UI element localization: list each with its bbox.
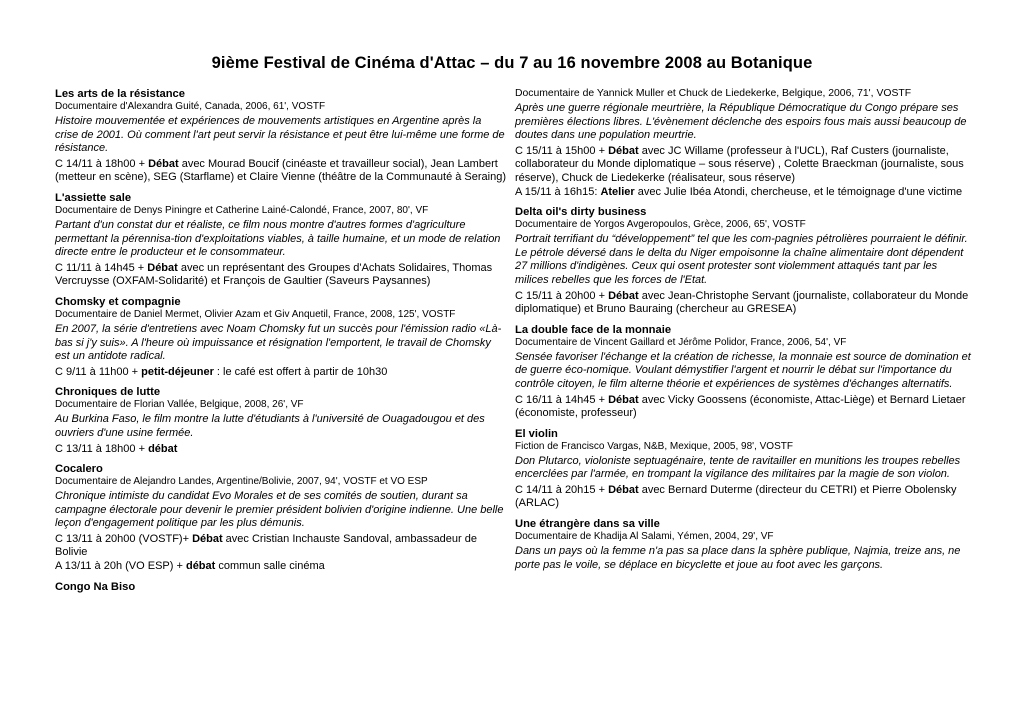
film-title: Delta oil's dirty business bbox=[515, 206, 647, 219]
session-event: Débat bbox=[148, 157, 179, 170]
screening-session bbox=[55, 366, 507, 380]
session-details: avec un représentant des Groupes d'Achats Solidaires, Thomas Vercruysse (OXFAM-Solidarité) et François de Gaultier (Saveurs Paysannes) bbox=[55, 261, 493, 288]
screening-session bbox=[55, 560, 507, 574]
film-credits: Documentaire de Yannick Muller et Chuck de Liedekerke, Belgique, 2006, 71', VOSTF bbox=[515, 88, 912, 99]
film-title: El violin bbox=[515, 427, 558, 440]
page-title: 9ième Festival de Cinéma d'Attac – du 7 au 16 novembre 2008 au Botanique bbox=[211, 54, 813, 72]
film-credits: Fiction de Francisco Vargas, N&B, Mexique, 2005, 98', VOSTF bbox=[515, 440, 793, 452]
session-time: C 16/11 à 14h45 + bbox=[515, 393, 609, 406]
session-time: C 14/11 à 18h00 + bbox=[55, 157, 149, 170]
film-synopsis: Sensée favoriser l'échange et la création de richesse, la monnaie est source de domination et de guerre éco-nomique. Voulant démystifier l'argent et nourrir le débat sur l'importance du contrôle citoyen, le film alterne théorie et expériences de systèmes d'échanges alternatifs. bbox=[515, 350, 971, 390]
film-entry bbox=[55, 463, 507, 574]
session-time: C 13/11 à 20h00 (VOSTF)+ bbox=[55, 532, 193, 545]
film-credits: Documentaire de Vincent Gaillard et Jérôme Polidor, France, 2006, 54', VF bbox=[515, 336, 847, 348]
screening-session bbox=[55, 262, 507, 289]
screening-session bbox=[515, 394, 973, 421]
session-details: commun salle cinéma bbox=[215, 560, 325, 573]
film-title: Chroniques de lutte bbox=[55, 386, 161, 399]
session-details: avec Vicky Goossens (économiste, Attac-Liège) et Bernard Lietaer (économiste, professeur) bbox=[515, 393, 966, 420]
screening-session bbox=[515, 145, 973, 186]
session-time: C 15/11 à 15h00 + bbox=[515, 144, 609, 157]
film-title: Une étrangère dans sa ville bbox=[515, 518, 660, 531]
film-synopsis: Chronique intimiste du candidat Evo Morales et de ses comités de soutien, durant sa campagne électorale pour devenir le premier président bolivien d'origine indienne. Une belle leçon d'engagement politique par les plus démunis. bbox=[55, 490, 504, 530]
screening-session bbox=[55, 443, 507, 457]
film-credits: Documentaire de Yorgos Avgeropoulos, Grèce, 2006, 65', VOSTF bbox=[515, 219, 806, 231]
session-event: Débat bbox=[192, 532, 223, 545]
screening-session bbox=[515, 484, 973, 511]
film-synopsis: Partant d'un constat dur et réaliste, ce film nous montre d'autres formes d'agriculture permettant la pérennisa-tion d'exploitations viables, à taille humaine, et un mode de relation directe entre le producteur et le consommateur. bbox=[55, 218, 501, 259]
session-event: Débat bbox=[608, 144, 639, 157]
film-entry bbox=[55, 581, 507, 594]
film-entry bbox=[515, 324, 973, 421]
film-entry bbox=[55, 88, 507, 185]
film-credits: Documentaire de Alejandro Landes, Argentine/Bolivie, 2007, 94', VOSTF et VO ESP bbox=[55, 476, 428, 488]
session-event: débat bbox=[148, 442, 178, 455]
session-time: A 13/11 à 20h (VO ESP) + bbox=[55, 560, 186, 573]
session-time: A 15/11 à 16h15: bbox=[515, 185, 601, 198]
session-time: C 11/11 à 14h45 + bbox=[55, 261, 148, 274]
film-title: L'assiette sale bbox=[55, 191, 132, 204]
film-credits: Documentaire de Florian Vallée, Belgique, 2008, 26', VF bbox=[55, 399, 304, 411]
film-synopsis: Après une guerre régionale meurtrière, la République Démocratique du Congo prépare ses premières élections libres. L'évènement déclenche des espoirs fous mais aussi beaucoup de doutes dans une population meurtrie. bbox=[515, 102, 967, 142]
film-entry bbox=[515, 428, 973, 511]
film-title: Chomsky et compagnie bbox=[55, 295, 181, 308]
film-synopsis: Dans un pays où la femme n'a pas sa place dans la sphère publique, Najmia, treize ans, ne porte pas le voile, se déplace en bicyclette et joue au foot avec les garçons. bbox=[515, 545, 961, 571]
session-time: C 15/11 à 20h00 + bbox=[515, 289, 609, 302]
screening-session bbox=[515, 290, 973, 317]
session-details: avec Jean-Christophe Servant (journaliste, collaborateur du Monde diplomatique) et Bruno Bauraing (chercheur au GRESEA) bbox=[515, 289, 969, 316]
session-event: Débat bbox=[608, 483, 639, 496]
session-event: Atelier bbox=[600, 185, 635, 198]
film-entry bbox=[515, 88, 973, 199]
session-details: : le café est offert à partir de 10h30 bbox=[213, 365, 388, 378]
film-title: La double face de la monnaie bbox=[515, 323, 672, 336]
session-event: petit-déjeuner bbox=[141, 365, 214, 378]
film-entry bbox=[55, 192, 507, 289]
screening-session bbox=[515, 186, 973, 200]
screening-session bbox=[55, 158, 507, 185]
film-title: Les arts de la résistance bbox=[55, 88, 185, 100]
film-entry bbox=[55, 386, 507, 456]
film-title: Congo Na Biso bbox=[55, 580, 136, 593]
session-details: avec Bernard Duterme (directeur du CETRI) et Pierre Obolensky (ARLAC) bbox=[515, 483, 957, 510]
film-credits: Documentaire de Denys Piningre et Catherine Lainé-Calondé, France, 2007, 80', VF bbox=[55, 204, 429, 216]
film-synopsis: Portrait terrifiant du “développement” tel que les com-pagnies pétrolières pourraient le définir. Le pétrole déversé dans le delta du Niger empoisonne la chaîne alimentaire dont dépendent 27 millions d'indigènes. Ceux qui osent protester sont violemment attaqués tant par les milices rebelles que les forces de l'Etat. bbox=[515, 233, 968, 286]
film-entry bbox=[515, 518, 973, 572]
session-details: avec Cristian Inchauste Sandoval, ambassadeur de Bolivie bbox=[55, 532, 477, 559]
session-details: avec JC Willame (professeur à l'UCL), Raf Custers (journaliste, collaborateur du Monde diplomatique – sous réserve) , Colette Braeckman (journaliste, sous réserve), Chuck de Liedekerke (réalisateur, sous réserve) bbox=[515, 144, 964, 184]
session-details: avec Mourad Boucif (cinéaste et travailleur social), Jean Lambert (metteur en scène), SEG (Starflame) et Claire Vienne (théâtre de la Communauté à Seraing) bbox=[55, 157, 507, 184]
session-details: avec Julie Ibéa Atondi, chercheuse, et le témoignage d'une victime bbox=[634, 185, 963, 198]
right-column bbox=[515, 88, 973, 579]
session-event: débat bbox=[185, 560, 216, 573]
film-entry bbox=[55, 296, 507, 379]
film-synopsis: En 2007, la série d'entretiens avec Noam Chomsky fut un succès pour l'émission radio «Là-bas si j'y suis». A l'heure où impuissance et résignation l'emportent, le travail de Chomsky est un antidote radical. bbox=[55, 322, 502, 363]
film-credits: Documentaire de Khadija Al Salami, Yémen, 2004, 29', VF bbox=[515, 531, 774, 543]
film-synopsis: Au Burkina Faso, le film montre la lutte d'étudiants à l'université de Ouagadougou et des ouvriers d'une usine fermée. bbox=[55, 413, 485, 439]
film-credits: Documentaire de Daniel Mermet, Olivier Azam et Giv Anquetil, France, 2008, 125', VOSTF bbox=[55, 308, 456, 320]
session-time: C 9/11 à 11h00 + bbox=[55, 365, 142, 378]
session-event: Débat bbox=[608, 289, 639, 302]
film-entry bbox=[515, 206, 973, 317]
session-event: Débat bbox=[147, 261, 178, 274]
screening-session bbox=[55, 533, 507, 560]
left-column bbox=[55, 88, 507, 601]
session-time: C 13/11 à 18h00 + bbox=[55, 442, 149, 455]
film-synopsis: Don Plutarco, violoniste septuagénaire, tente de ravitailler en munitions les troupes rebelles encerclées par l'armée, en trompant la vigilance des militaires par la magie de son violon. bbox=[515, 454, 961, 481]
session-time: C 14/11 à 20h15 + bbox=[515, 483, 609, 496]
film-title: Cocalero bbox=[55, 463, 103, 476]
film-synopsis: Histoire mouvementée et expériences de mouvements artistiques en Argentine après la crise de 2001. Où comment l'art peut servir la résistance et peut être lui-même une forme de résistance. bbox=[55, 115, 505, 155]
film-credits: Documentaire d'Alexandra Guité, Canada, 2006, 61', VOSTF bbox=[55, 101, 326, 112]
session-event: Débat bbox=[608, 393, 639, 406]
